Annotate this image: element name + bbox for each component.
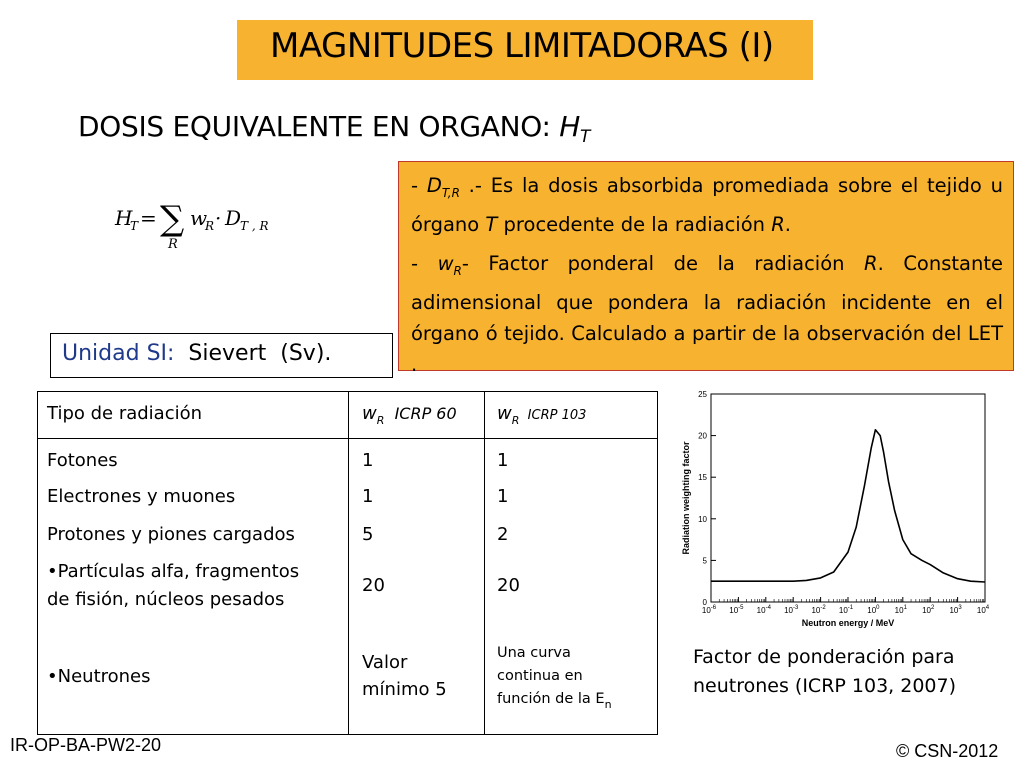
formula-dot: · bbox=[215, 206, 222, 230]
dtr-symbol: D bbox=[426, 174, 442, 197]
section-heading-symbol-sub: T bbox=[580, 127, 591, 147]
table-cell-icrp60: 1 bbox=[362, 450, 374, 471]
weighting-curve bbox=[711, 430, 985, 582]
table-cell-type: Fotones bbox=[47, 450, 118, 471]
x-tick-label: $10^1$ bbox=[894, 605, 907, 615]
formula-lhs-sub: T bbox=[130, 219, 139, 233]
definitions-box bbox=[398, 161, 1014, 376]
section-heading bbox=[78, 110, 590, 147]
header-w-sub: R bbox=[511, 414, 520, 427]
wr-text-1: - Factor ponderal de la radiación bbox=[461, 252, 865, 275]
header-w-sub: R bbox=[376, 414, 385, 427]
table-cell-icrp103 bbox=[497, 688, 612, 716]
x-tick-label: $10^{-1}$ bbox=[838, 605, 854, 615]
table-cell-icrp103: 1 bbox=[497, 450, 509, 471]
section-heading-symbol: H bbox=[559, 110, 581, 143]
bullet-dash: - bbox=[411, 174, 427, 197]
copyright: © CSN-2012 bbox=[896, 741, 999, 761]
wr-sub: R bbox=[453, 264, 462, 278]
formula-w-sub: R bbox=[205, 219, 215, 233]
table-cell-icrp60: 1 bbox=[362, 486, 374, 507]
bullet-dash: - bbox=[411, 252, 438, 275]
dtr-T: T bbox=[485, 213, 498, 236]
table-cell-icrp60: 5 bbox=[362, 524, 374, 545]
wr-text-2: . Constante adimensional que pondera la radiación incidente en el órgano ó tejido. Calculado a partir de la observación del LET . bbox=[411, 252, 1003, 376]
wr-symbol: w bbox=[437, 252, 454, 275]
caption-line-1: Factor de ponderación para bbox=[693, 646, 955, 668]
table-header-divider bbox=[37, 438, 658, 439]
document-code: IR-OP-BA-PW2-20 bbox=[10, 735, 162, 755]
chart-caption bbox=[693, 643, 956, 701]
table-divider bbox=[484, 391, 485, 735]
formula-sigma: ∑ bbox=[160, 199, 185, 239]
x-tick-label: $10^3$ bbox=[949, 605, 962, 615]
table-cell-icrp103: continua en bbox=[497, 668, 583, 684]
dtr-text-3: procedente de la radiación bbox=[497, 213, 772, 236]
section-heading-text: DOSIS EQUIVALENTE EN ORGANO: bbox=[78, 110, 560, 143]
formula-w: w bbox=[190, 206, 208, 230]
wr-R: R bbox=[864, 252, 878, 275]
y-tick-label: 5 bbox=[702, 556, 707, 566]
table-cell-type: Protones y piones cargados bbox=[47, 524, 295, 545]
header-w: w bbox=[362, 403, 377, 424]
unit-label: Unidad SI: bbox=[62, 341, 175, 366]
energy-sub: n bbox=[604, 698, 612, 711]
x-tick-label: $10^{-6}$ bbox=[701, 605, 717, 615]
formula-d: D bbox=[225, 206, 242, 230]
y-tick-label: 0 bbox=[702, 598, 707, 607]
x-tick-label: $10^{-5}$ bbox=[729, 605, 744, 615]
dtr-sub: T,R bbox=[441, 186, 460, 200]
table-header-icrp103 bbox=[497, 401, 586, 434]
caption-line-2: neutrones (ICRP 103, 2007) bbox=[693, 675, 957, 697]
table-cell-type: •Neutrones bbox=[47, 666, 151, 687]
dtr-R: R bbox=[771, 213, 785, 236]
neutron-weighting-chart bbox=[681, 388, 1005, 638]
x-tick-label: $10^{-2}$ bbox=[811, 605, 826, 615]
header-icrp60-label: ICRP 60 bbox=[384, 404, 457, 423]
plot-frame bbox=[711, 394, 985, 602]
y-tick-label: 10 bbox=[698, 514, 707, 524]
dtr-text-2: sobre el tejido u órgano bbox=[411, 174, 1003, 236]
table-cell-icrp103: 1 bbox=[497, 486, 509, 507]
table-cell-icrp60: mínimo 5 bbox=[362, 679, 447, 700]
formula-d-sub: T , R bbox=[240, 219, 269, 233]
energy-function-text: función de la E bbox=[497, 691, 605, 707]
formula-sigma-sub: R bbox=[168, 237, 178, 252]
dtr-end: . bbox=[784, 213, 791, 236]
table-cell-icrp103: 2 bbox=[497, 524, 509, 545]
equivalent-dose-formula bbox=[110, 190, 360, 260]
dtr-text-1: .- Es la bbox=[459, 174, 549, 197]
definition-wr bbox=[411, 248, 1003, 380]
table-divider bbox=[348, 391, 349, 735]
y-tick-label: 15 bbox=[698, 473, 707, 483]
x-axis-label: Neutron energy / MeV bbox=[801, 618, 895, 628]
x-tick-label: $10^{-3}$ bbox=[784, 605, 799, 615]
dtr-bold: dosis absorbida promediada bbox=[548, 174, 830, 197]
y-tick-label: 20 bbox=[698, 431, 707, 441]
table-header-icrp60 bbox=[362, 401, 457, 434]
table-cell-type: •Partículas alfa, fragmentos bbox=[47, 561, 300, 582]
unit-value: Sievert (Sv). bbox=[174, 341, 332, 366]
table-cell-icrp60: 20 bbox=[362, 575, 385, 596]
table-cell-icrp103: Una curva bbox=[497, 645, 571, 661]
table-cell-type: Electrones y muones bbox=[47, 486, 236, 507]
definition-dtr bbox=[411, 170, 1003, 240]
x-tick-label: $10^4$ bbox=[976, 605, 990, 615]
table-cell-type: de fisión, núcleos pesados bbox=[47, 589, 285, 610]
formula-equals: = bbox=[140, 206, 157, 230]
table-cell-icrp60: Valor bbox=[362, 652, 408, 673]
x-tick-label: $10^{-4}$ bbox=[756, 605, 771, 615]
y-axis-label: Radiation weighting factor bbox=[681, 441, 691, 555]
table-cell-icrp103: 20 bbox=[497, 575, 520, 596]
y-tick-label: 25 bbox=[698, 390, 707, 399]
page-title: MAGNITUDES LIMITADORAS (I) bbox=[270, 26, 774, 66]
table-header-type: Tipo de radiación bbox=[47, 403, 203, 424]
formula-lhs: H bbox=[115, 206, 133, 230]
header-w: w bbox=[497, 403, 512, 424]
unit-text bbox=[62, 341, 331, 366]
x-tick-label: $10^2$ bbox=[922, 605, 935, 615]
x-tick-label: $10^0$ bbox=[867, 605, 880, 615]
header-icrp103-label: ICRP 103 bbox=[519, 408, 587, 423]
